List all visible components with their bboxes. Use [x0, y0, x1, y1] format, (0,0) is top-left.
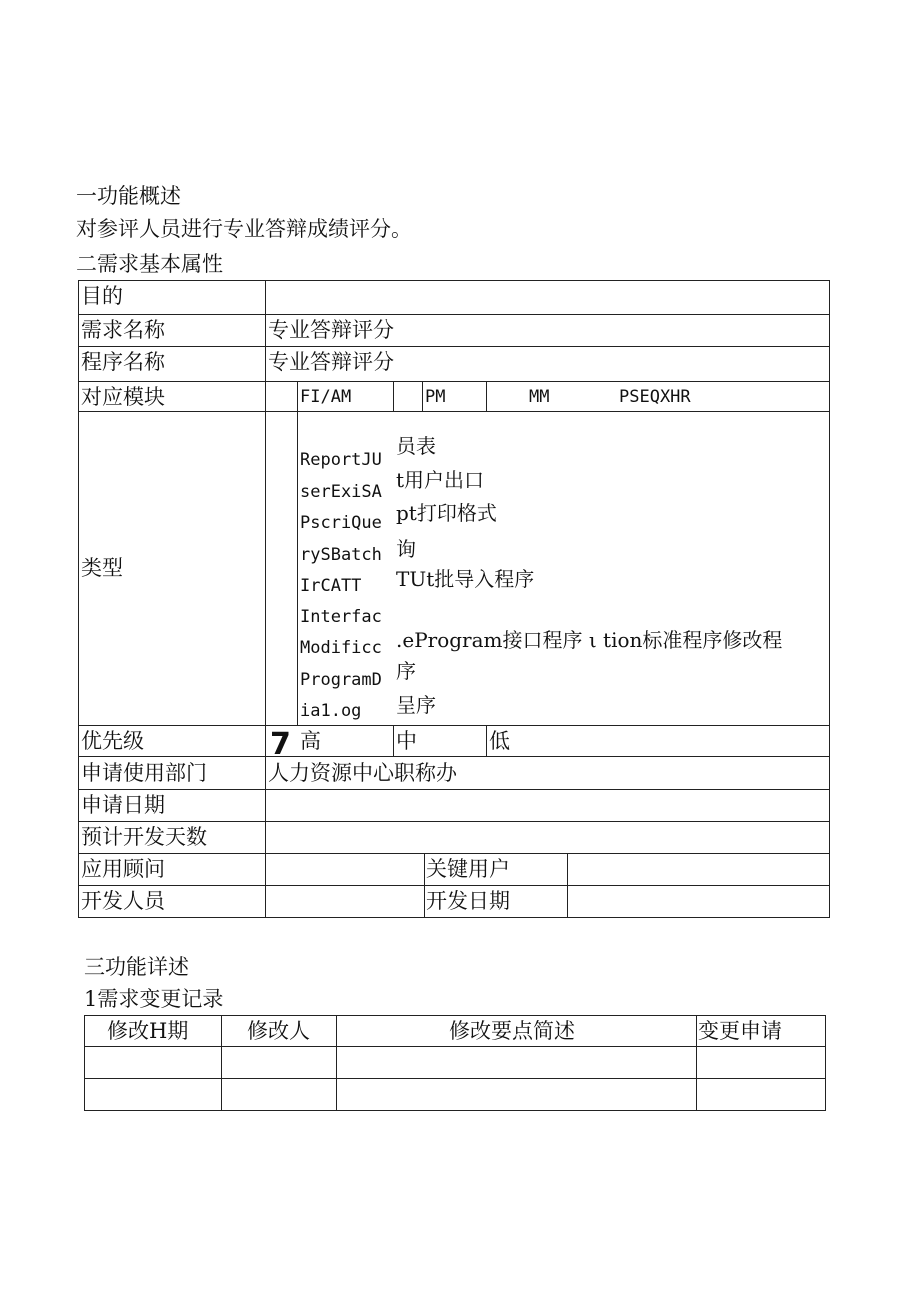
department-label: 申请使用部门: [81, 761, 207, 785]
table-line: [297, 381, 298, 725]
priority-high: 高: [300, 729, 321, 753]
type-option-right: .eProgram接口程序 ι tion标准程序修改程: [396, 628, 783, 652]
module-pm: PM: [425, 387, 446, 407]
section-1-title: 一功能概述: [76, 184, 181, 208]
department-value: 人力资源中心职称办: [268, 761, 457, 785]
module-label: 对应模块: [81, 385, 165, 409]
type-option-left: ReportJU: [300, 450, 382, 470]
table-line: [78, 917, 830, 918]
type-option-right: t用户出口: [396, 468, 485, 492]
type-option-left: ProgramD: [300, 670, 382, 690]
table-line: [422, 381, 423, 411]
header-summary: 修改要点简述: [449, 1019, 575, 1043]
priority-label: 优先级: [81, 729, 144, 753]
table-line: [78, 885, 830, 886]
table-line: [825, 1015, 826, 1110]
module-fi-am: FI/AM: [300, 387, 352, 407]
type-option-left: PscriQue: [300, 513, 382, 533]
dev-date-label: 开发日期: [426, 889, 510, 913]
requirement-name-value: 专业答辩评分: [268, 318, 394, 342]
table-line: [393, 381, 394, 411]
table-line: [78, 756, 830, 757]
table-line: [78, 853, 830, 854]
type-option-right: 询: [396, 537, 416, 561]
type-option-right: TUt批导入程序: [396, 567, 535, 591]
module-pseqxhr: PSEQXHR: [619, 387, 691, 407]
type-option-right: 序: [396, 659, 416, 683]
header-modify-date: 修改Η期: [107, 1019, 189, 1043]
purpose-label: 目的: [81, 284, 123, 308]
table-line: [78, 725, 830, 726]
section-3-subtitle: 1需求变更记录: [84, 987, 224, 1011]
table-line: [84, 1078, 826, 1079]
section-3-title: 三功能详述: [84, 955, 189, 979]
table-line: [78, 280, 79, 917]
type-option-left: serExiSA: [300, 482, 382, 502]
type-option-left: Interfac: [300, 607, 382, 627]
table-line: [829, 280, 830, 917]
table-line: [78, 280, 830, 281]
type-option-left: ia1.og: [300, 701, 362, 721]
type-option-right: pt打印格式: [396, 501, 497, 525]
priority-medium: 中: [396, 729, 417, 753]
table-line: [84, 1015, 826, 1016]
table-line: [486, 381, 487, 411]
estimated-days-label: 预计开发天数: [81, 825, 207, 849]
table-line: [78, 821, 830, 822]
table-line: [393, 725, 394, 756]
type-option-left: Modificc: [300, 638, 382, 658]
table-line: [78, 346, 830, 347]
type-option-left: rySBatch: [300, 545, 382, 565]
priority-low: 低: [489, 729, 510, 753]
module-mm: MM: [529, 387, 550, 407]
table-line: [78, 789, 830, 790]
table-line: [336, 1015, 337, 1110]
program-name-label: 程序名称: [81, 350, 165, 374]
request-date-label: 申请日期: [81, 793, 165, 817]
type-option-left: IrCATT: [300, 576, 362, 596]
priority-mark: 7: [270, 727, 291, 762]
table-line: [221, 1015, 222, 1110]
type-option-right: 呈序: [396, 693, 436, 717]
developer-label: 开发人员: [81, 889, 165, 913]
consultant-label: 应用顾问: [81, 857, 165, 881]
table-line: [78, 381, 830, 382]
section-1-body: 对参评人员进行专业答辩成绩评分。: [76, 217, 412, 241]
header-modifier: 修改人: [247, 1019, 310, 1043]
key-user-label: 关键用户: [426, 857, 510, 881]
table-line: [78, 411, 830, 412]
table-line: [78, 314, 830, 315]
section-2-title: 二需求基本属性: [76, 252, 223, 276]
table-line: [265, 280, 266, 917]
table-line: [84, 1110, 826, 1111]
program-name-value: 专业答辩评分: [268, 350, 394, 374]
type-label: 类型: [81, 556, 123, 580]
header-change-request: 变更申请: [698, 1019, 782, 1043]
table-line: [84, 1046, 826, 1047]
table-line: [84, 1015, 85, 1110]
table-line: [486, 725, 487, 756]
table-line: [424, 853, 425, 917]
type-option-right: 员表: [396, 434, 436, 458]
table-line: [567, 853, 568, 917]
table-line: [696, 1015, 697, 1110]
requirement-name-label: 需求名称: [81, 318, 165, 342]
